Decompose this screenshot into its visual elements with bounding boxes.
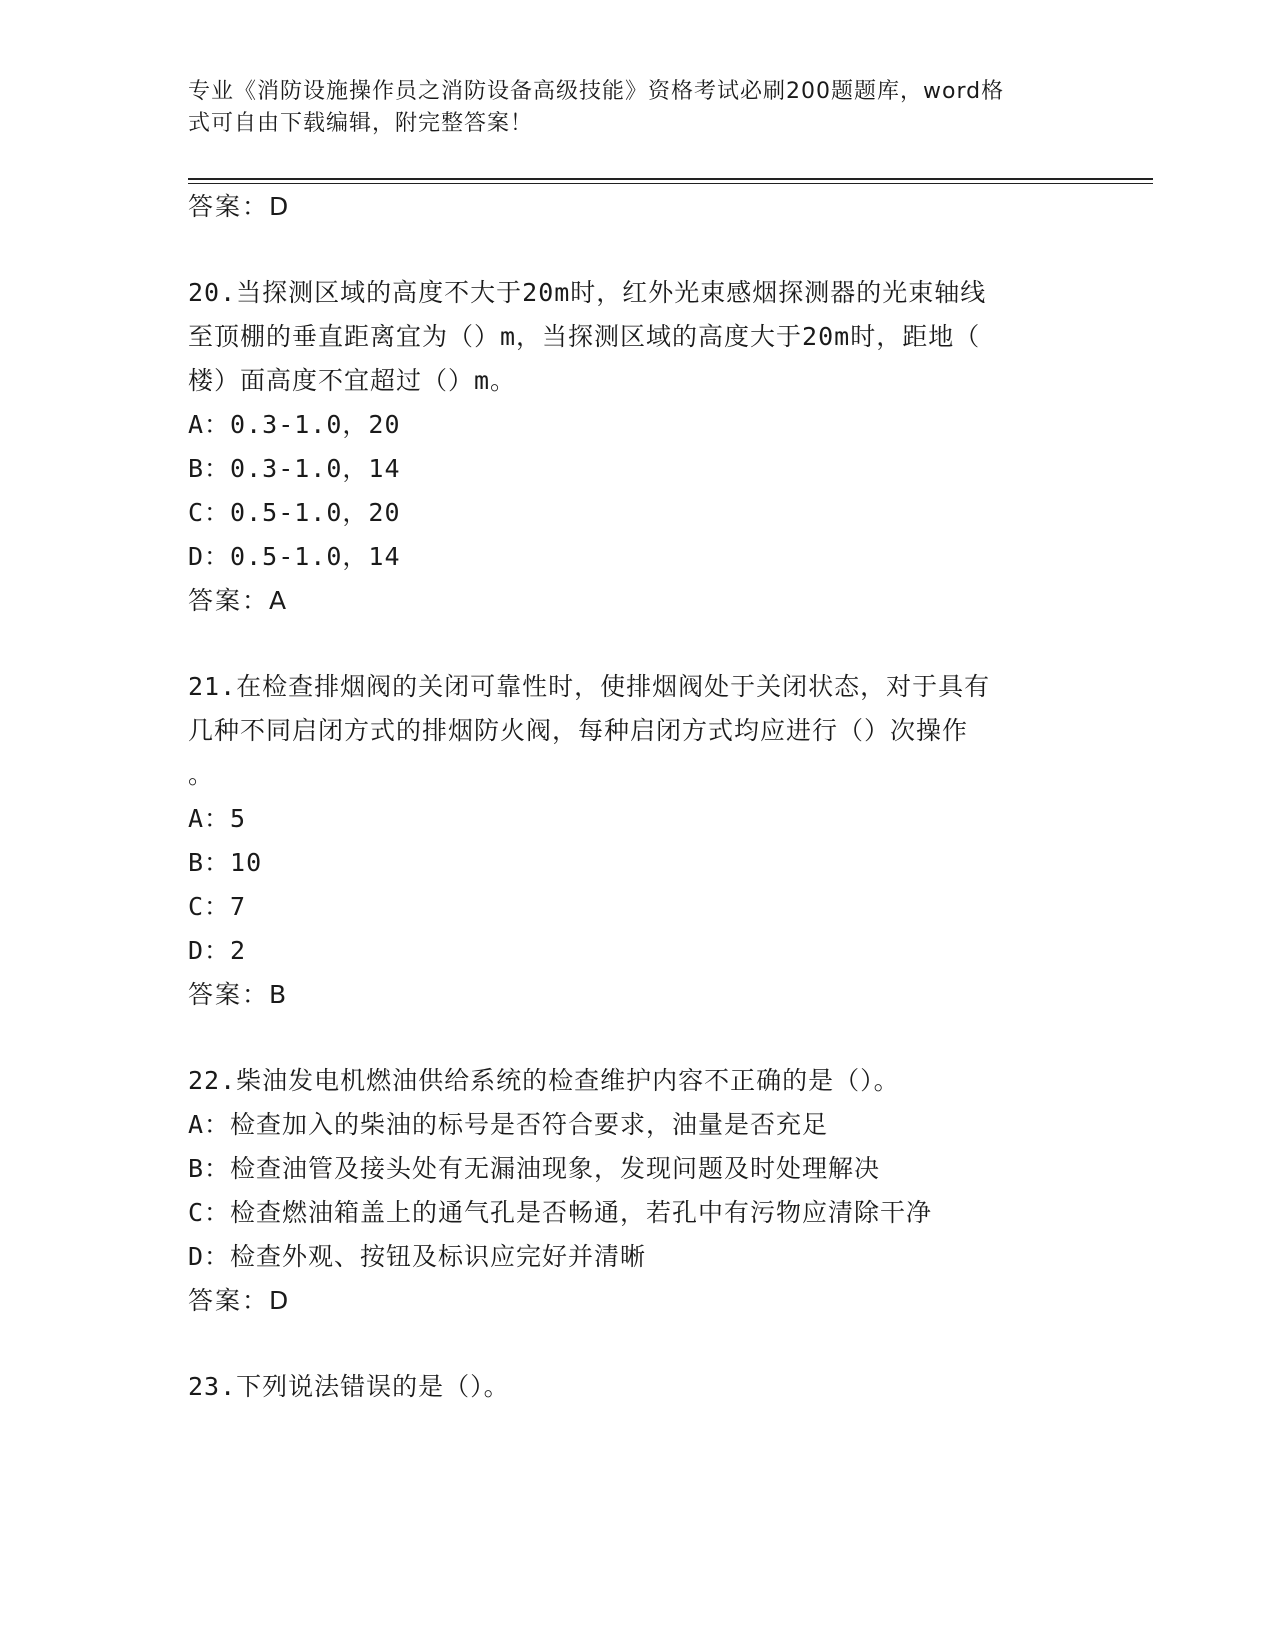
question-stem-line: 楼）面高度不宜超过（）m。 (188, 366, 517, 395)
answer-line: 答案：D (188, 1286, 291, 1315)
question-stem-line: 21.在检查排烟阀的关闭可靠性时，使排烟阀处于关闭状态，对于具有 (188, 672, 991, 701)
option-a: A：5 (188, 804, 247, 833)
option-c: C：0.5-1.0，20 (188, 498, 401, 527)
option-a: A：0.3-1.0，20 (188, 410, 401, 439)
option-d: D：2 (188, 936, 247, 965)
previous-answer: 答案：D (188, 192, 291, 221)
question-stem-line: 23.下列说法错误的是（）。 (188, 1372, 510, 1401)
header-divider-thin (188, 183, 1153, 184)
question-stem-line: 。 (188, 760, 215, 789)
question-stem-line: 至顶棚的垂直距离宜为（）m，当探测区域的高度大于20m时，距地（ (188, 322, 981, 351)
title-line-1: 专业《消防设施操作员之消防设备高级技能》资格考试必刷200题题库，word格 (188, 79, 1005, 104)
answer-line: 答案：B (188, 980, 289, 1009)
header-divider-thick (188, 178, 1153, 180)
answer-line: 答案：A (188, 586, 289, 615)
question-stem-line: 几种不同启闭方式的排烟防火阀，每种启闭方式均应进行（）次操作 (188, 716, 969, 745)
option-b: B：检查油管及接头处有无漏油现象，发现问题及时处理解决 (188, 1154, 881, 1183)
option-d: D：检查外观、按钮及标识应完好并清晰 (188, 1242, 647, 1271)
option-c: C：7 (188, 892, 247, 921)
document-title (188, 76, 1078, 140)
question-stem-line: 22.柴油发电机燃油供给系统的检查维护内容不正确的是（）。 (188, 1066, 900, 1095)
option-c: C：检查燃油箱盖上的通气孔是否畅通，若孔中有污物应清除干净 (188, 1198, 933, 1227)
option-b: B：0.3-1.0，14 (188, 454, 401, 483)
title-line-2: 式可自由下载编辑，附完整答案！ (188, 111, 534, 136)
option-a: A：检查加入的柴油的标号是否符合要求，油量是否充足 (188, 1110, 829, 1139)
option-d: D：0.5-1.0，14 (188, 542, 401, 571)
option-b: B：10 (188, 848, 263, 877)
question-stem-line: 20.当探测区域的高度不大于20m时，红外光束感烟探测器的光束轴线 (188, 278, 987, 307)
